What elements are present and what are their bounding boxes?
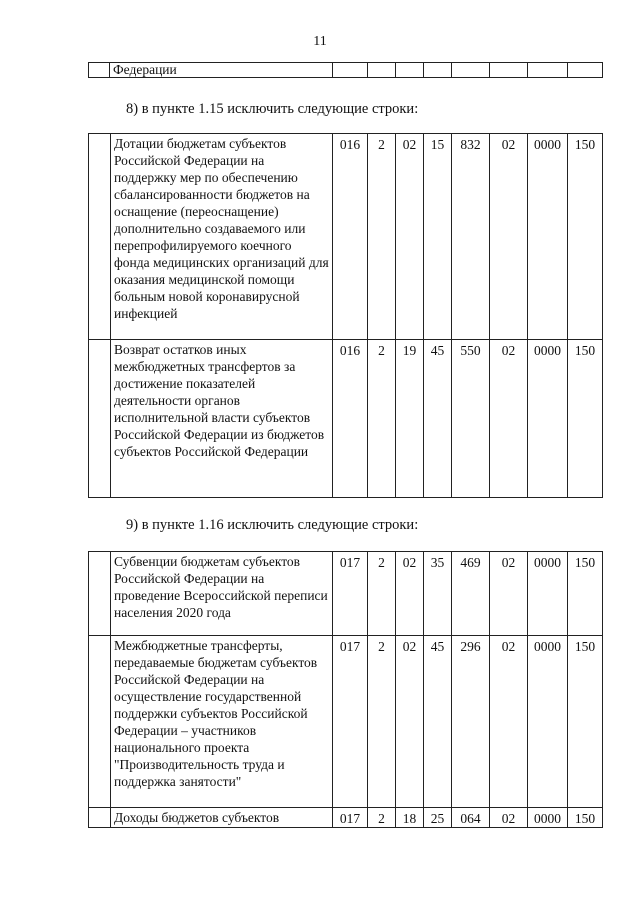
table-row bbox=[89, 552, 603, 636]
code-cell: 296 bbox=[452, 636, 490, 808]
section-9-table bbox=[88, 551, 603, 828]
section-8-heading: 8) в пункте 1.15 исключить следующие строки: bbox=[126, 101, 419, 117]
table-row bbox=[89, 340, 603, 498]
table-row bbox=[89, 134, 603, 340]
code-cell: 02 bbox=[396, 636, 424, 808]
code-cell bbox=[333, 63, 368, 78]
code-cell bbox=[490, 63, 528, 78]
code-cell: 02 bbox=[396, 552, 424, 636]
code-cell: 150 bbox=[568, 552, 603, 636]
code-cell: 18 bbox=[396, 808, 424, 828]
code-cell: 550 bbox=[452, 340, 490, 498]
code-cell: 150 bbox=[568, 134, 603, 340]
code-cell: 017 bbox=[333, 808, 368, 828]
code-cell: 25 bbox=[424, 808, 452, 828]
code-cell: 0000 bbox=[528, 134, 568, 340]
code-cell: 15 bbox=[424, 134, 452, 340]
table-row bbox=[89, 63, 603, 78]
code-cell bbox=[452, 63, 490, 78]
table-row bbox=[89, 636, 603, 808]
code-cell bbox=[424, 63, 452, 78]
code-cell: 469 bbox=[452, 552, 490, 636]
code-cell: 45 bbox=[424, 340, 452, 498]
code-cell: 2 bbox=[368, 134, 396, 340]
code-cell: 02 bbox=[490, 808, 528, 828]
top-table bbox=[88, 62, 603, 78]
code-cell: 017 bbox=[333, 552, 368, 636]
section-9-heading: 9) в пункте 1.16 исключить следующие строки: bbox=[126, 517, 419, 533]
row-marker-cell bbox=[89, 808, 111, 828]
row-marker-cell bbox=[89, 636, 111, 808]
code-cell: 0000 bbox=[528, 636, 568, 808]
code-cell bbox=[568, 63, 603, 78]
code-cell: 0000 bbox=[528, 340, 568, 498]
code-cell: 150 bbox=[568, 340, 603, 498]
row-name: Возврат остатков иных межбюджетных трансфертов за достижение показателей деятельности органов исполнительной власти субъектов Российской Федерации из бюджетов субъектов Российской Федерации bbox=[111, 340, 333, 498]
code-cell bbox=[528, 63, 568, 78]
code-cell: 017 bbox=[333, 636, 368, 808]
page-number: 11 bbox=[313, 34, 327, 49]
code-cell: 0000 bbox=[528, 808, 568, 828]
code-cell: 150 bbox=[568, 808, 603, 828]
row-marker-cell bbox=[89, 552, 111, 636]
row-marker-cell bbox=[89, 63, 110, 78]
code-cell: 064 bbox=[452, 808, 490, 828]
code-cell: 2 bbox=[368, 636, 396, 808]
code-cell bbox=[368, 63, 396, 78]
code-cell: 02 bbox=[396, 134, 424, 340]
row-name: Субвенции бюджетам субъектов Российской Федерации на проведение Всероссийской переписи населения 2020 года bbox=[111, 552, 333, 636]
code-cell: 016 bbox=[333, 134, 368, 340]
code-cell: 02 bbox=[490, 636, 528, 808]
code-cell: 832 bbox=[452, 134, 490, 340]
code-cell: 150 bbox=[568, 636, 603, 808]
code-cell: 016 bbox=[333, 340, 368, 498]
code-cell: 02 bbox=[490, 340, 528, 498]
code-cell: 45 bbox=[424, 636, 452, 808]
row-name: Федерации bbox=[110, 63, 333, 78]
code-cell bbox=[396, 63, 424, 78]
code-cell: 19 bbox=[396, 340, 424, 498]
code-cell: 35 bbox=[424, 552, 452, 636]
code-cell: 2 bbox=[368, 552, 396, 636]
row-marker-cell bbox=[89, 340, 111, 498]
table-row bbox=[89, 808, 603, 828]
code-cell: 0000 bbox=[528, 552, 568, 636]
code-cell: 2 bbox=[368, 808, 396, 828]
row-name: Дотации бюджетам субъектов Российской Федерации на поддержку мер по обеспечению сбалансированности бюджетов на оснащение (переоснащение) дополнительно создаваемого или перепрофилируемого коечного фонда медицинских организаций для оказания медицинской помощи больным новой коронавирусной инфекцией bbox=[111, 134, 333, 340]
code-cell: 2 bbox=[368, 340, 396, 498]
row-name: Доходы бюджетов субъектов bbox=[111, 808, 333, 828]
row-name: Межбюджетные трансферты, передаваемые бюджетам субъектов Российской Федерации на осуществление государственной поддержки субъектов Российской Федерации – участников национального проекта "Производительность труда и поддержка занятости" bbox=[111, 636, 333, 808]
section-8-table bbox=[88, 133, 603, 498]
code-cell: 02 bbox=[490, 552, 528, 636]
row-marker-cell bbox=[89, 134, 111, 340]
code-cell: 02 bbox=[490, 134, 528, 340]
